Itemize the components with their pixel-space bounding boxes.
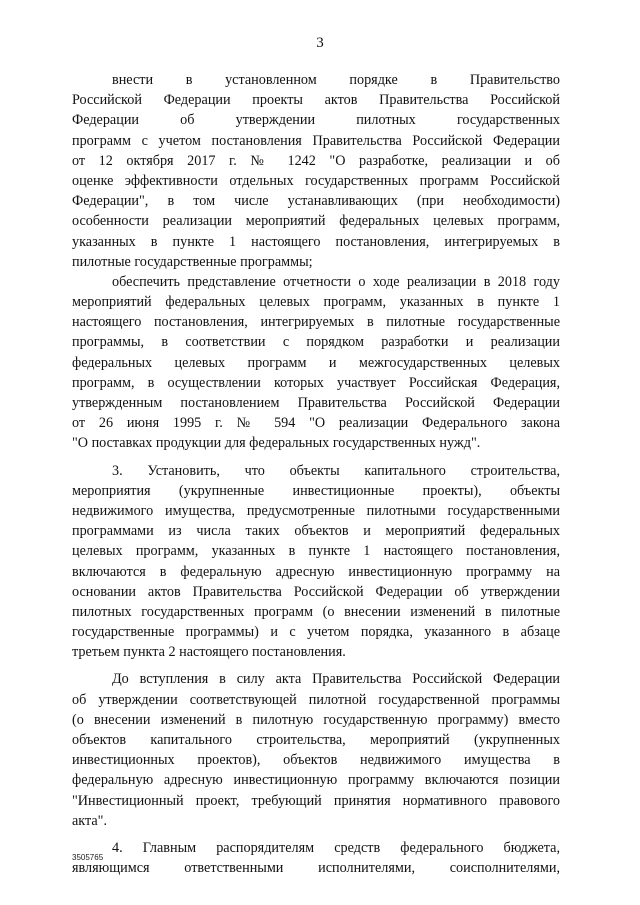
text-line: "О поставках продукции для федеральных государственных нужд". (72, 435, 481, 452)
text-line: мероприятий федеральных целевых программ, указанных в пункте 1 (72, 294, 560, 311)
paragraph (72, 838, 560, 878)
text-line: утвержденным постановлением Правительства Российской Федерации (72, 395, 560, 411)
text-line: федеральных целевых программ и межгосударственных целевых (72, 354, 560, 371)
text-line: третьем пункта 2 настоящего постановления. (72, 644, 346, 661)
text-line: настоящего постановления, интегрируемых в пилотные государственные (72, 314, 560, 331)
text-line: основании актов Правительства Российской Федерации об утверждении (72, 583, 560, 600)
text-line: включаются в федеральную адресную инвестиционную программу на (72, 563, 560, 580)
text-line: особенности реализации мероприятий федеральных целевых программ, (72, 213, 560, 230)
text-line: Российской Федерации проекты актов Правительства Российской (72, 92, 560, 109)
text-line: внести в установленном порядке в Правительство (112, 72, 560, 88)
text-line: инвестиционных проектов), объектов недвижимого имущества в (72, 752, 560, 769)
text-line: от 12 октября 2017 г. № 1242 "О разработке, реализации и об (72, 152, 560, 169)
text-line: акта". (72, 812, 108, 829)
text-line: 3. Установить, что объекты капитального строительства, (112, 462, 560, 479)
paragraph (72, 461, 560, 663)
text-line: федеральную адресную инвестиционную программу включаются позиции (72, 772, 560, 789)
paragraph (72, 669, 560, 831)
text-line: государственные программы) и с учетом порядка, указанного в абзаце (72, 624, 560, 641)
text-line: целевых программ, указанных в пункте 1 настоящего постановления, (72, 543, 560, 560)
text-line: (о внесении изменений в пилотную государственную программу) вместо (72, 711, 560, 728)
text-line: оценке эффективности отдельных государственных программ Российской (72, 172, 560, 189)
text-line: программ с учетом постановления Правительства Российской Федерации (72, 132, 560, 149)
text-line: программ, в осуществлении которых участвует Российская Федерация, (72, 374, 560, 391)
text-line: мероприятия (укрупненные инвестиционные проекты), объекты (72, 482, 560, 499)
text-line: обеспечить представление отчетности о ходе реализации в 2018 году (112, 273, 560, 290)
text-line: являющимся ответственными исполнителями, соисполнителями, (72, 860, 560, 877)
text-line: об утверждении соответствующей пилотной государственной программы (72, 691, 560, 708)
text-line: Федерации", в том числе устанавливающих (при необходимости) (72, 193, 560, 210)
paragraph-gap (72, 831, 560, 838)
text-line: от 26 июня 1995 г. № 594 "О реализации Федерального закона (72, 415, 560, 432)
text-line: указанных в пункте 1 настоящего постановления, интегрируемых в (72, 233, 560, 250)
paragraph-gap (72, 454, 560, 461)
text-line: 4. Главным распорядителям средств федерального бюджета, (112, 839, 560, 856)
text-line: пилотных государственных программ (о внесении изменений в пилотные (72, 603, 560, 620)
text-line: объектов капитального строительства, мероприятий (укрупненных (72, 732, 560, 748)
text-line: программы, в соответствии с порядком разработки и реализации (72, 334, 560, 351)
text-line: "Инвестиционный проект, требующий принятия нормативного правового (72, 792, 560, 809)
document-body (72, 70, 560, 878)
paragraph-gap (72, 662, 560, 669)
text-line: программами из числа таких объектов и мероприятий федеральных (72, 523, 560, 540)
paragraph (72, 70, 560, 272)
document-id: 3505765 (72, 853, 104, 862)
text-line: пилотные государственные программы; (72, 253, 313, 270)
paragraph (72, 272, 560, 454)
text-line: недвижимого имущества, предусмотренные пилотными государственными (72, 502, 560, 519)
text-line: До вступления в силу акта Правительства Российской Федерации (112, 671, 560, 688)
text-line: Федерации об утверждении пилотных государственных (72, 112, 560, 129)
page-number: 3 (316, 35, 324, 51)
